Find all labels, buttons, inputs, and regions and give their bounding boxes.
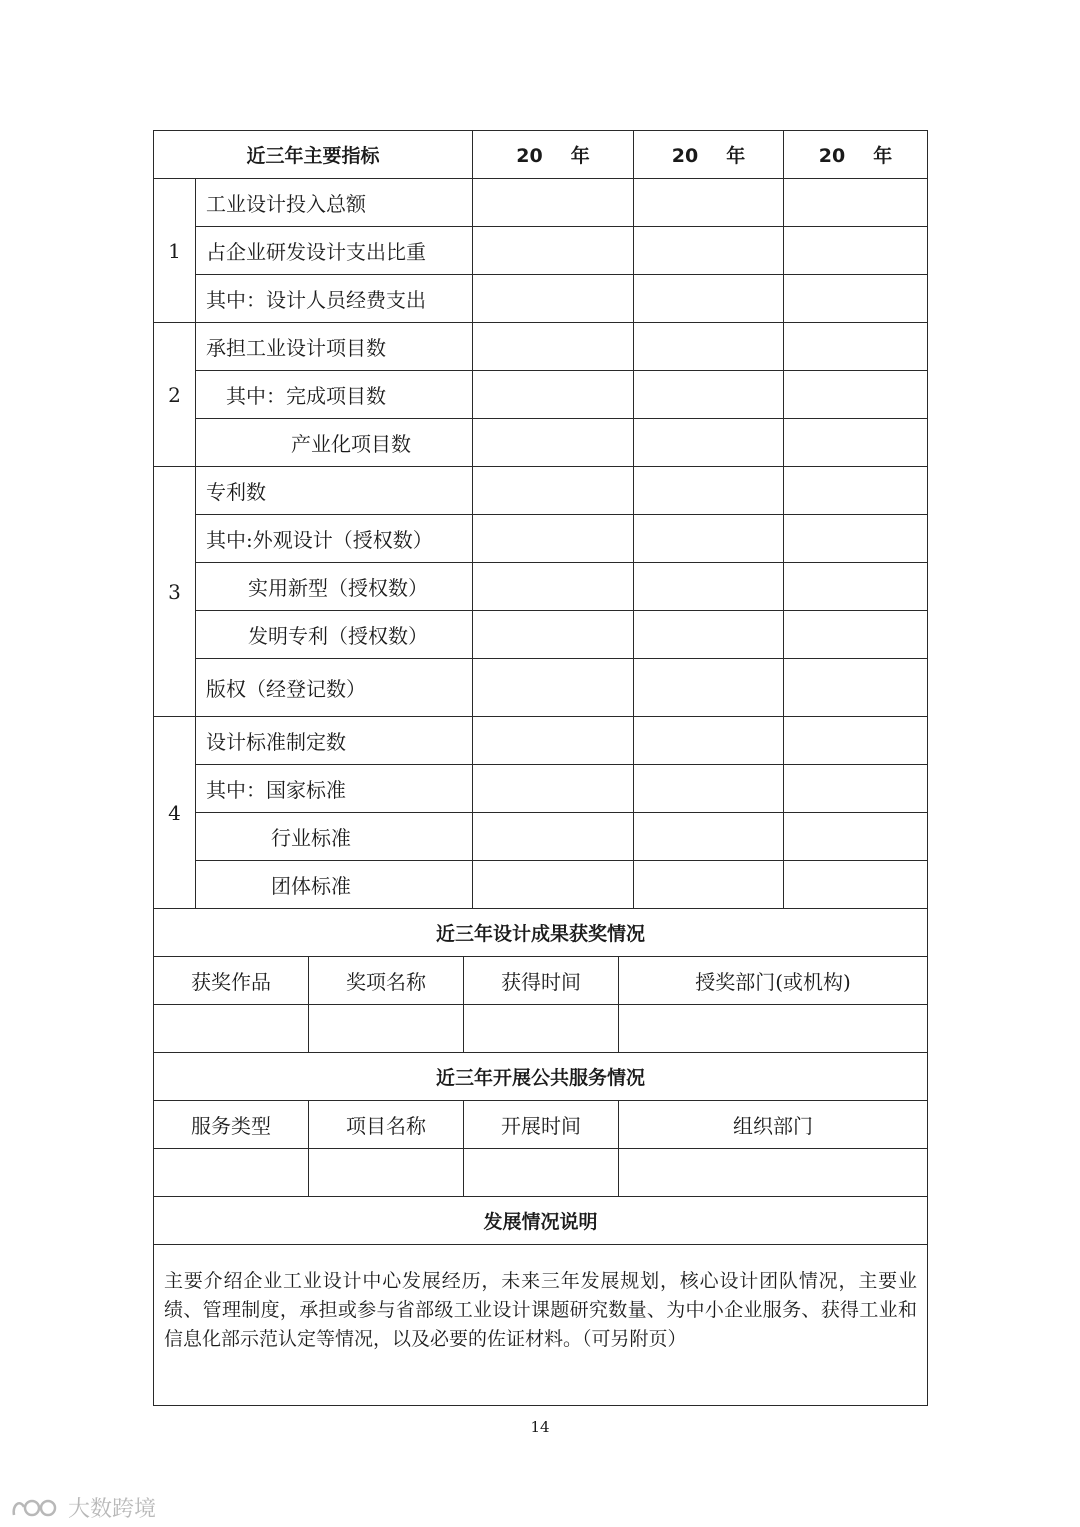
value-cell[interactable] — [634, 371, 784, 419]
indicator-row — [154, 813, 928, 861]
entry-cell[interactable] — [154, 1004, 309, 1052]
indicators-header-title: 近三年主要指标 — [154, 131, 473, 179]
value-cell[interactable] — [784, 563, 928, 611]
entry-cell[interactable] — [464, 1148, 619, 1196]
indicator-row — [154, 371, 928, 419]
indicator-label: 承担工业设计项目数 — [196, 323, 473, 371]
development-section-header — [154, 1196, 928, 1244]
services-column-headers — [154, 1100, 928, 1148]
value-cell[interactable] — [784, 179, 928, 227]
entry-cell[interactable] — [619, 1148, 928, 1196]
development-note-row — [154, 1244, 928, 1405]
year-header-3: 20 年 — [784, 131, 928, 179]
value-cell[interactable] — [473, 323, 634, 371]
entry-cell[interactable] — [309, 1004, 464, 1052]
awards-section-header — [154, 908, 928, 956]
value-cell[interactable] — [473, 861, 634, 909]
services-title: 近三年开展公共服务情况 — [154, 1052, 928, 1100]
value-cell[interactable] — [473, 765, 634, 813]
value-cell[interactable] — [784, 227, 928, 275]
value-cell[interactable] — [634, 179, 784, 227]
value-cell[interactable] — [634, 467, 784, 515]
value-cell[interactable] — [473, 179, 634, 227]
indicator-row — [154, 467, 928, 515]
indicator-row — [154, 323, 928, 371]
services-section-header — [154, 1052, 928, 1100]
services-entry-row — [154, 1148, 928, 1196]
indicator-row — [154, 861, 928, 909]
value-cell[interactable] — [473, 611, 634, 659]
value-cell[interactable] — [634, 861, 784, 909]
value-cell[interactable] — [473, 275, 634, 323]
indicator-row — [154, 717, 928, 765]
value-cell[interactable] — [634, 419, 784, 467]
value-cell[interactable] — [784, 813, 928, 861]
year-header-2: 20 年 — [634, 131, 784, 179]
value-cell[interactable] — [473, 227, 634, 275]
group-number: 1 — [154, 179, 196, 323]
column-header: 服务类型 — [154, 1100, 309, 1148]
awards-column-headers — [154, 956, 928, 1004]
indicator-row — [154, 275, 928, 323]
value-cell[interactable] — [634, 611, 784, 659]
group-number: 2 — [154, 323, 196, 467]
indicator-label: 发明专利（授权数） — [196, 611, 473, 659]
indicator-label: 其中：完成项目数 — [196, 371, 473, 419]
indicator-row — [154, 659, 928, 717]
indicator-label: 其中:外观设计（授权数） — [196, 515, 473, 563]
value-cell[interactable] — [634, 227, 784, 275]
entry-cell[interactable] — [309, 1148, 464, 1196]
entry-cell[interactable] — [154, 1148, 309, 1196]
value-cell[interactable] — [634, 275, 784, 323]
value-cell[interactable] — [784, 861, 928, 909]
value-cell[interactable] — [634, 717, 784, 765]
indicator-label: 实用新型（授权数） — [196, 563, 473, 611]
indicator-row — [154, 227, 928, 275]
column-header: 奖项名称 — [309, 956, 464, 1004]
indicator-row — [154, 515, 928, 563]
awards-services-table — [153, 908, 928, 1406]
entry-cell[interactable] — [619, 1004, 928, 1052]
value-cell[interactable] — [634, 323, 784, 371]
value-cell[interactable] — [784, 419, 928, 467]
value-cell[interactable] — [634, 813, 784, 861]
indicator-row — [154, 179, 928, 227]
value-cell[interactable] — [784, 275, 928, 323]
indicator-label: 团体标准 — [196, 861, 473, 909]
indicator-label: 其中：设计人员经费支出 — [196, 275, 473, 323]
value-cell[interactable] — [473, 659, 634, 717]
watermark-text: 大数跨境 — [68, 1497, 157, 1522]
value-cell[interactable] — [784, 659, 928, 717]
indicator-label: 其中：国家标准 — [196, 765, 473, 813]
entry-cell[interactable] — [464, 1004, 619, 1052]
value-cell[interactable] — [473, 371, 634, 419]
value-cell[interactable] — [473, 717, 634, 765]
value-cell[interactable] — [784, 765, 928, 813]
value-cell[interactable] — [784, 467, 928, 515]
indicator-row — [154, 611, 928, 659]
year-header-1: 20 年 — [473, 131, 634, 179]
value-cell[interactable] — [784, 717, 928, 765]
application-form — [153, 130, 927, 1406]
column-header: 开展时间 — [464, 1100, 619, 1148]
column-header: 获得时间 — [464, 956, 619, 1004]
value-cell[interactable] — [634, 515, 784, 563]
group-number: 4 — [154, 717, 196, 909]
development-text[interactable]: 主要介绍企业工业设计中心发展经历，未来三年发展规划，核心设计团队情况，主要业绩、管理制度，承担或参与省部级工业设计课题研究数量、为中小企业服务、获得工业和信息化部示范认定等情况，以及必要的佐证材料。（可另附页） — [154, 1244, 928, 1405]
value-cell[interactable] — [473, 563, 634, 611]
column-header: 获奖作品 — [154, 956, 309, 1004]
value-cell[interactable] — [634, 765, 784, 813]
indicator-label: 工业设计投入总额 — [196, 179, 473, 227]
column-header: 组织部门 — [619, 1100, 928, 1148]
value-cell[interactable] — [784, 323, 928, 371]
indicator-label: 产业化项目数 — [196, 419, 473, 467]
value-cell[interactable] — [634, 659, 784, 717]
indicators-header-row — [154, 131, 928, 179]
indicator-label: 专利数 — [196, 467, 473, 515]
column-header: 授奖部门(或机构) — [619, 956, 928, 1004]
development-title: 发展情况说明 — [154, 1196, 928, 1244]
value-cell[interactable] — [473, 813, 634, 861]
indicator-label: 占企业研发设计支出比重 — [196, 227, 473, 275]
value-cell[interactable] — [473, 515, 634, 563]
indicator-row — [154, 563, 928, 611]
watermark — [10, 1492, 156, 1523]
indicators-table — [153, 130, 928, 909]
group-number: 3 — [154, 467, 196, 717]
value-cell[interactable] — [784, 515, 928, 563]
page-number: 14 — [530, 1418, 550, 1436]
value-cell[interactable] — [634, 563, 784, 611]
value-cell[interactable] — [473, 467, 634, 515]
value-cell[interactable] — [784, 371, 928, 419]
awards-entry-row — [154, 1004, 928, 1052]
indicator-label: 行业标准 — [196, 813, 473, 861]
awards-title: 近三年设计成果获奖情况 — [154, 908, 928, 956]
column-header: 项目名称 — [309, 1100, 464, 1148]
value-cell[interactable] — [473, 419, 634, 467]
watermark-logo-icon — [10, 1495, 62, 1521]
indicator-label: 设计标准制定数 — [196, 717, 473, 765]
value-cell[interactable] — [784, 611, 928, 659]
indicator-label: 版权（经登记数） — [196, 659, 473, 717]
indicator-row — [154, 765, 928, 813]
indicator-row — [154, 419, 928, 467]
